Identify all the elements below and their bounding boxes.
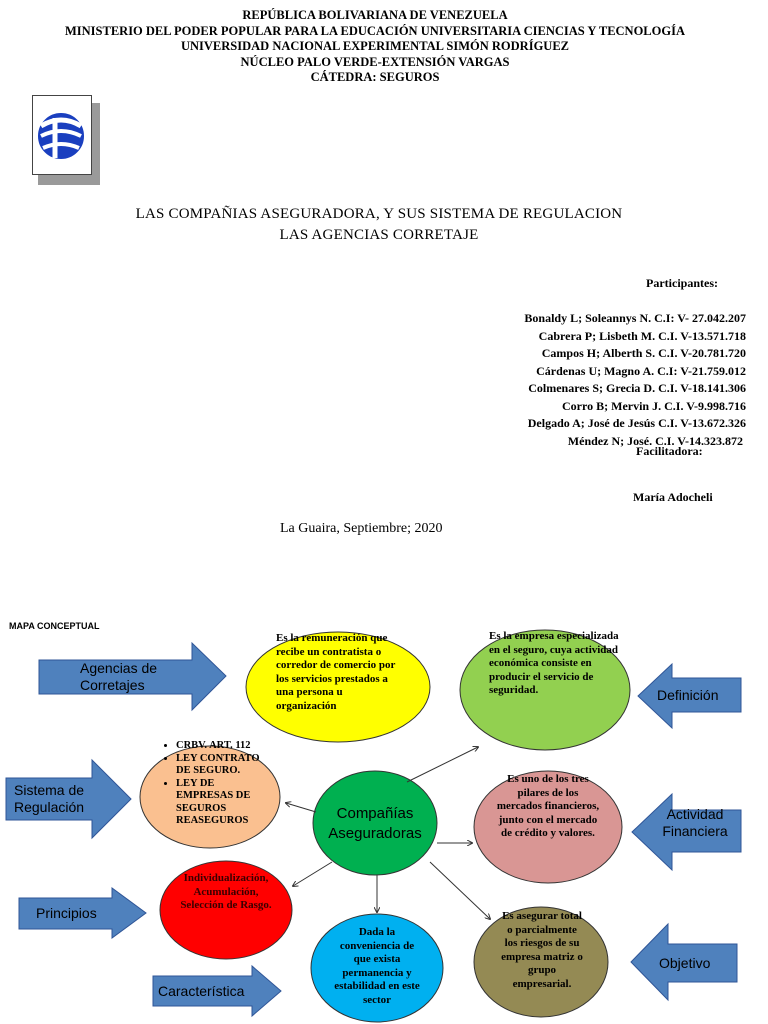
participant: Méndez N; José. C.I. V-14.323.872 <box>567 433 743 448</box>
connector-regulacion <box>286 803 316 812</box>
facilitator-name: María Adocheli <box>633 490 713 504</box>
facilitator-label: Facilitadora: <box>636 444 703 458</box>
arrow-label-objetivo: Objetivo <box>659 955 711 971</box>
header-line-ministry: MINISTERIO DEL PODER POPULAR PARA LA EDUCACIÓN UNIVERSITARIA CIENCIAS Y TECNOLOGÍA <box>64 23 685 38</box>
bubble-text-actividad: Es uno de los tres pilares de los mercados financieros, junto con el mercado de crédito y valores. <box>496 773 600 839</box>
participant: Corro B; Mervin J. C.I. V-9.998.716 <box>562 398 746 413</box>
connector-definicion <box>407 747 478 782</box>
title-line-1: LAS COMPAÑIAS ASEGURADORA, Y SUS SISTEMA DE REGULACION <box>135 206 623 222</box>
participant: Cárdenas U; Magno A. C.I: V-21.759.012 <box>536 363 746 378</box>
header-line-republic: REPÚBLICA BOLIVARIANA DE VENEZUELA <box>242 8 508 22</box>
bubble-text-principios: Individualización, Acumulación, Selección de Rasgo. <box>180 872 272 911</box>
header-line-nucleus: NÚCLEO PALO VERDE-EXTENSIÓN VARGAS <box>240 54 510 69</box>
participant: Delgado A; José de Jesús C.I. V-13.672.326 <box>527 416 746 430</box>
regulation-item: • LEY DE EMPRESAS DE SEGUROS REASEGUROS <box>176 778 270 828</box>
header-line-university: UNIVERSIDAD NACIONAL EXPERIMENTAL SIMÓN RODRÍGUEZ <box>180 39 569 53</box>
arrow-label-actividad: Actividad Financiera <box>662 806 728 839</box>
bubble-text-agencias: Es la remuneración que recibe un contratista o corredor de comercio por los servicios prestados a una persona u organización <box>276 632 396 712</box>
bubble-text-regulacion <box>160 740 270 828</box>
bubble-text-caracteristica: Dada la conveniencia de que exista permanencia y estabilidad en este sector <box>334 926 420 1006</box>
center-concept: Compañías Aseguradoras <box>328 805 422 842</box>
bubble-text-objetivo: Es asegurar total o parcialmente los riesgos de su empresa matriz o grupo empresarial. <box>501 910 583 990</box>
participants-label: Participantes: <box>646 276 718 290</box>
document-date: La Guaira, Septiembre; 2020 <box>280 521 443 536</box>
connector-objetivo <box>430 862 490 919</box>
arrow-label-agencias: Agencias de Corretajes <box>80 660 158 693</box>
participant: Colmenares S; Grecia D. C.I. V-18.141.306 <box>528 381 746 395</box>
header-line-chair: CÁTEDRA: SEGUROS <box>310 70 440 84</box>
arrow-label-definicion: Definición <box>657 687 719 703</box>
participant: Campos H; Alberth S. C.I. V-20.781.720 <box>541 346 746 360</box>
bubble-text-definicion: Es la empresa especializada en el seguro, cuya actividad económica consiste en producir el servicio de seguridad. <box>489 630 619 696</box>
arrow-label-caracteristica: Característica <box>158 983 245 999</box>
connector-principios <box>293 862 332 886</box>
participant: Bonaldy L; Soleannys N. C.I: V- 27.042.207 <box>524 311 746 325</box>
concept-map-label: MAPA CONCEPTUAL <box>9 621 100 631</box>
arrow-label-sistema: Sistema de Regulación <box>14 782 85 815</box>
regulation-item: • CRBV. ART. 112 <box>176 740 270 753</box>
participant: Cabrera P; Lisbeth M. C.I. V-13.571.718 <box>538 328 746 343</box>
regulation-item: • LEY CONTRATO DE SEGURO. <box>176 753 270 778</box>
arrow-label-principios: Principios <box>36 905 97 921</box>
title-line-2: LAS AGENCIAS CORRETAJE <box>279 227 479 243</box>
